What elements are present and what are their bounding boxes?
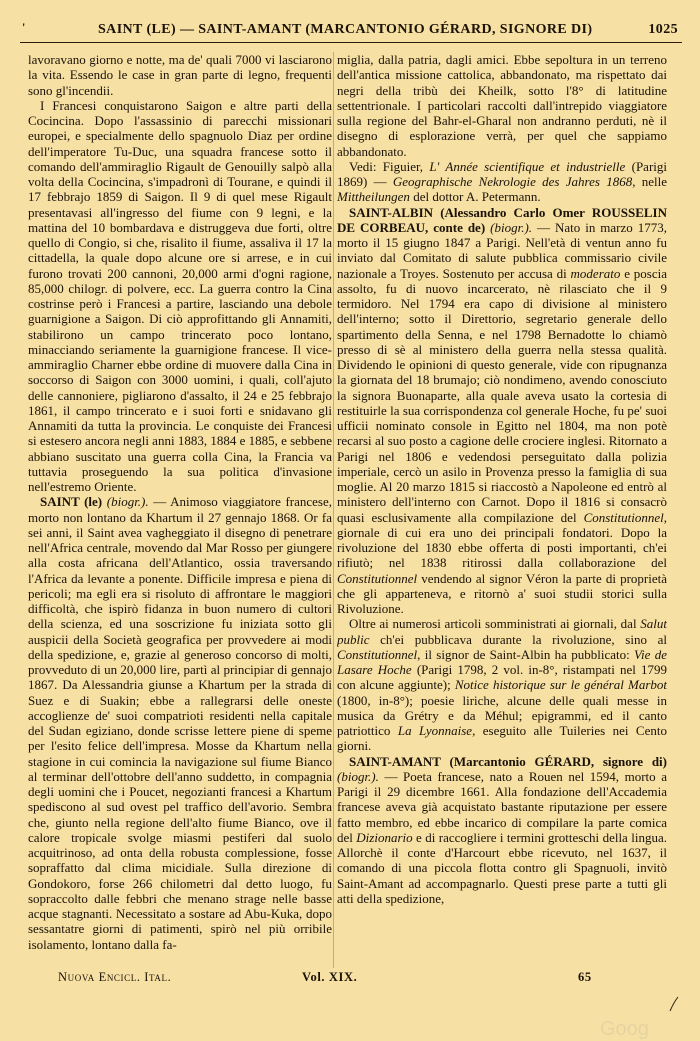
entry-saint-albin: SAINT-ALBIN (Alessandro Carlo Omer ROUSSELIN DE CORBEAU, conte de) (biogr.). — Nato in marzo 1773, morto il 15 giugno 1847 a Parigi. Nell'età di ventun anno fu inviato dal Comitato di salute pubblica commissario civile nazionale a Troyes. Sostenuto per accusa di moderato e poscia assolto, fu di nuovo incarcerato, nè rilasciato che il 9 termidoro. Nel 1794 era capo di divisione al ministero dell'interno; sotto il Direttorio, segretario generale dello spartimento della Senna, e nel 1798 Bernadotte lo chiamò presso di sè al ministero della guerra nella stessa qualità. Dividendo le opinioni di questo generale, vide con ripugnanza la giornata del 18 brumajo; ciò nondimeno, avendo conosciuto la signora Buonaparte, alla quale aveva usato la cortesia di restituirle la sua corrispondenza col generale Hoche, fu pe' suoi ufficii nominato console in Egitto nel 1804, ma non potè recarsi al suo posto a cagione delle crociere inglesi. Ritornato a Parigi nel 1806 e vedendosi perseguitato dalla polizia imperiale, cercò un asilo in Provenza presso la famiglia di sua moglie. Al 20 marzo 1815 si riaccostò a Napoleone ed entrò al ministero dell'interno con Carnot. Dopo il 1816 si consacrò quasi esclusivamente alla compilazione del Constitutionnel, giornale di cui era uno dei principali fondatori. Dopo la rivoluzione del 1830 ebbe offerta di posti importanti, ch'ei rifiutò; nel 1838 ritirossi dalla collaborazione del Constitutionnel vendendo al signor Véron la parte di proprietà che gli apparteneva, e ritornò a' suoi studii storici sulla Rivoluzione.	[337, 204, 667, 616]
paragraph-references: Vedi: Figuier, L' Année scientifique et industrielle (Parigi 1869) — Geographische Nekrologie des Jahres 1868, nelle Mittheilungen del dottor A. Petermann.	[337, 158, 667, 205]
entry-heading: SAINT (le)	[40, 494, 103, 510]
entry-saint-amant: SAINT-AMANT (Marcantonio GÉRARD, signore di) (biogr.). — Poeta francese, nato a Rouen nel 1594, morto a Parigi il 29 dicembre 1661. Alla fondazione dell'Accademia francese aveva già acquistato bastante riputazione per essere fatto membro, ed ebbe incarico di compilare la parte comica del Dizionario e di raccogliere i termini grotteschi della lingua. Allorchè il conte d'Harcourt ebbe ricevuto, nel 1637, il comando di una piccola flotta contro gli Spagnuoli, invitò Saint-Amant ad accompagnarlo. Questi prese parte a tutti gli atti della spedizione,	[337, 753, 667, 906]
running-header	[20, 20, 682, 43]
page-footer	[58, 970, 618, 990]
entry-heading: SAINT-ALBIN (Alessandro Carlo Omer ROUSSELIN DE CORBEAU, conte de)	[337, 204, 667, 235]
paragraph-saigon-end: lavoravano giorno e notte, ma de' quali 7000 vi lasciarono la vita. Essendo le case in gran parte di legno, frequenti sono gl'incendii.	[28, 52, 332, 98]
header-mark: '	[22, 20, 26, 34]
entry-text: — Animoso viaggiatore francese, morto non lontano da Khartum il 27 gennajo 1868. Or fa sei anni, il Saint avea vagheggiato il disegno di penetrare nell'Africa centrale, movendo dal Mar Rosso per giungere alla costa africana dell'Atlantico, ossia traversando l'Africa da levante a ponente. Difficile impresa e piena di pericoli; ma egli era si risoluto di affrontare le maggiori difficoltà, che ispirò fidanza in buon numero di cultori della scienza, ed una soscrizione fu iniziata sotto gli auspicii della Società geografica per provvedere ai modi della spedizione, e, grazie al generoso concorso di molti, provveduto di un 20,000 lire, partì al principiar di gennajo 1867. Da Alessandria giunse a Khartum per la strada di Suez e di Suakin; ebbe a rallegrarsi delle oneste accoglienze de' suoi compatrioti residenti nella capitale del Sudan egiziano, donde scrisse lettere piene di speme per l'esito felice dell'impresa. Mosse da Khartum nella stagione in cui comincia la navigazione sul fiume Bianco al terminar dell'ottobre dell'anno suddetto, in compagnia degli uomini che i Poucet, negozianti francesi a Khartum spediscono al sud ovest pel traffico dell'avorio. Sembra che, giunto nella regione dell'alto fiume Bianco, ove il calore tropicale svolge miasmi pestiferi dal suolo acquitrinoso, ad onta della robusta complessione, fosse sopraffatto dal clima micidiale. Sulla direzione di Gondokoro, forse 266 chilometri dal detto luogo, fu sopraccolto dalle febbri che menano strage nelle basse acque stagnanti. Necessitato a sostare ad Abu-Kuka, dopo sessantatre giorni di patimenti, spirò nel più orribile isolamento, lontano dalla fa-	[28, 494, 332, 952]
paragraph-saint-end: miglia, dalla patria, dagli amici. Ebbe sepoltura in un terreno dell'antica missione cattolica, abbandonato, ma rispettato dai negri della tribù dei Kheilk, sotto l'8° di latitudine settentrionale. I particolari raccolti dall'intrepido viaggiatore sulla regione del Bahr-el-Gharal non andranno perduti, nè il disegno di esplorazione verrà, per quel che sappiamo abbandonato.	[337, 52, 667, 159]
page-number: 1025	[648, 22, 678, 37]
entry-abbr: (biogr.).	[337, 768, 379, 784]
right-column	[337, 52, 667, 968]
footer-publication: Nuova Encicl. Ital.	[58, 970, 172, 984]
paragraph-saint-albin-works: Oltre ai numerosi articoli somministrati ai giornali, dal Salut public ch'ei pubblicava durante la rivoluzione, sino al Constitutionnel, il signor de Saint-Albin ha pubblicato: Vie de Lasare Hoche (Parigi 1798, 2 vol. in-8°, ristampati nel 1799 con alcune aggiunte); Notice historique sur le général Marbot (1800, in-8°); poesie liriche, alcune delle quali messe in musica da Grétry e da Méhul; epigrammi, ed il canto patriottico La Lyonnaise, eseguito alle Tuileries nei Cento giorni.	[337, 616, 667, 754]
left-column	[28, 52, 332, 968]
column-divider	[333, 52, 334, 968]
paragraph-french-conquest: I Francesi conquistarono Saigon e altre parti della Cocincina. Dopo l'assassinio di parecchi missionari europei, e specialmente dello spagnuolo Diaz per ordine dell'imperatore Tu-Duc, una squadra francese sotto il comando dell'ammiraglio Rigault de Genouilly salpò alla volta della Cocincina, s'impadronì di Tourane, e quindi il 17 febbrajo 1859 di Saigon. Il 9 di quel mese Rigault presentavasi all'ingresso del fiume con 9 legni, e la mattina del 10 bombardava e distruggeva due forti, oltre quello di Congio, si che, risalito il fiume, assaliva il 17 la cittadella, la quale dopo alcune ore si arrese, e in cui furono trovati 200 cannoni, 20,000 armi d'ogni ragione, 85,000 chilogr. di polvere, ecc. La guerra contro la Cina costrinse però i Francesi a partire, lasciando una debole guarnigione a Saigon. Di ciò approfittando gli Annamiti, stabilirono un campo trincerato poco lontano, minacciando seriamente la guarnigione francese. Il vice-ammiraglio Charner ebbe ordine di muovere dalla Cina in soccorso di Saigon con 3000 uomini, i quali, coll'ajuto delle cannoniere, pigliarono d'assalto, il 24 e 25 febbrajo 1861, il campo trincerato e i suoi forti e snidavano gli Annamiti da tutta la provincia. Le conquiste dei Francesi si estesero ancora negli anni 1883, 1884 e 1885, e sebbene abbiano suscitato una guerra colla Cina, la Francia va tuttavia proseguendo la sua politica d'invasione nell'estremo Oriente.	[28, 97, 332, 494]
watermark: Goog	[600, 1018, 649, 1040]
footer-sheet-number: 65	[578, 970, 592, 984]
entry-saint	[28, 494, 332, 952]
entry-abbr: (biogr.).	[490, 219, 533, 235]
pencil-mark-icon	[668, 996, 680, 1012]
footer-volume: Vol. XIX.	[302, 970, 358, 984]
entry-heading: SAINT-AMANT (Marcantonio GÉRARD, signore di)	[349, 753, 667, 769]
entry-abbr: (biogr.).	[106, 494, 149, 510]
header-title: SAINT (LE) — SAINT-AMANT (MARCANTONIO GÉRARD, SIGNORE DI)	[98, 22, 593, 37]
